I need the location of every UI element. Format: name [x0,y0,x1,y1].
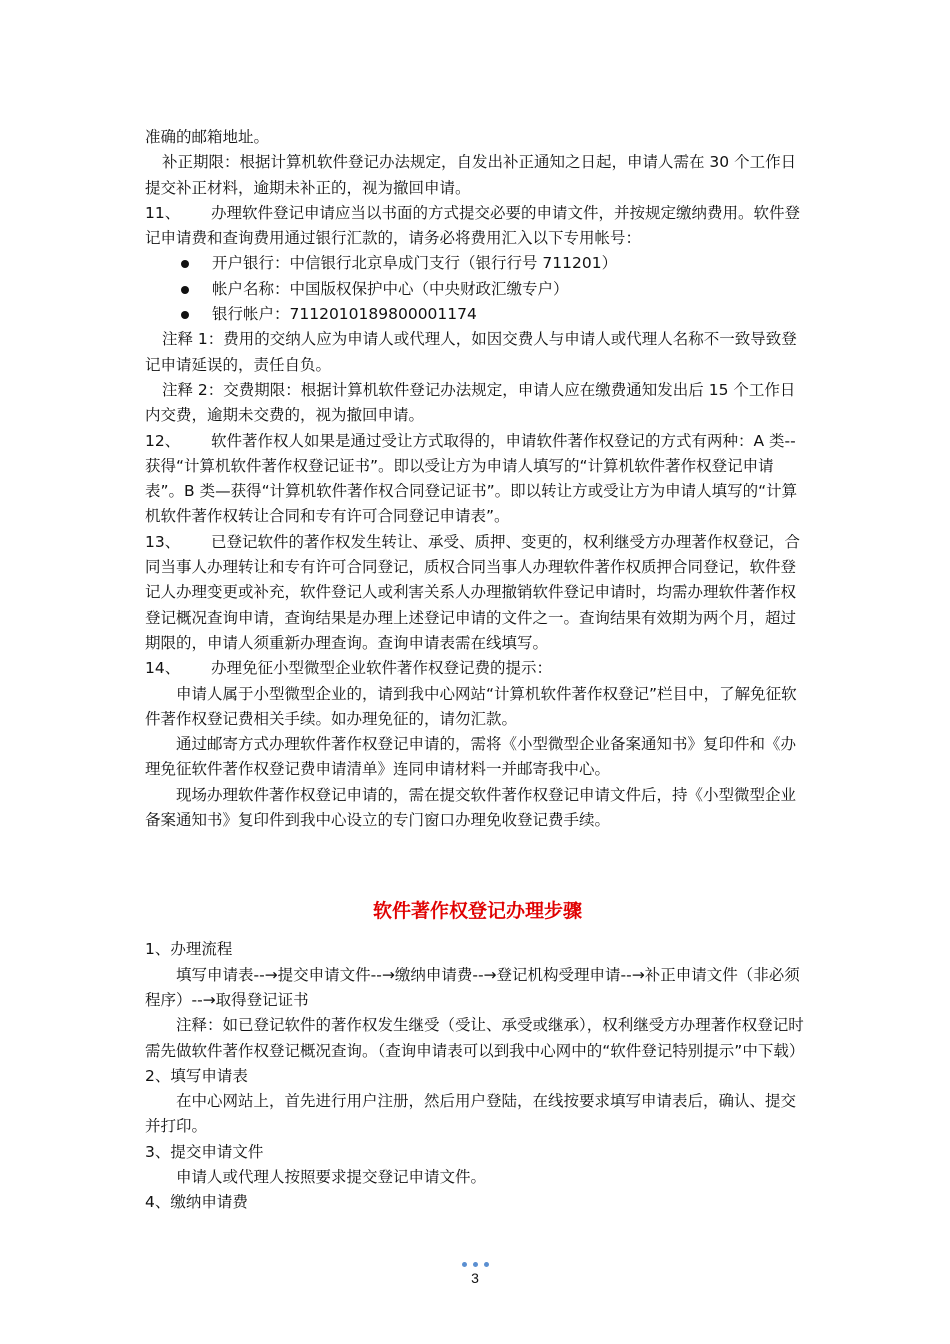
list-item-12 [145,429,810,530]
item-number: 14、 [145,659,181,678]
bullet-icon [181,286,189,294]
page-content [145,125,810,1216]
list-item [145,251,810,276]
item-text: 办理免征小型微型企业软件著作权登记费的提示： [211,659,553,678]
step-text: 申请人或代理人按照要求提交登记申请文件。 [176,1167,487,1186]
step-heading: 3、提交申请文件 [145,1142,264,1161]
step-note: 注释：如已登记软件的著作权发生继受（受让、承受或继承），权利继受方办理著作权登记时需先做软件著作权登记概况查询。（查询申请表可以到我中心网中的“软件登记特别提示”中下载） [145,1016,805,1060]
paragraph: 准确的邮箱地址。 [145,128,270,146]
note-2: 注释 2：交费期限：根据计算机软件登记办法规定，申请人应在缴费通知发出后 15 个工作日内交费，逾期未交费的，视为撤回申请。 [145,380,796,425]
paragraph-correction-period: 补正期限：根据计算机软件登记办法规定，自发出补正通知之日起，申请人需在 30 个工作日提交补正材料，逾期未补正的，视为撤回申请。 [145,153,797,197]
list-item [145,302,810,327]
paragraph: 申请人属于小型微型企业的，请到我中心网站“计算机软件著作权登记”栏目中，了解免征软件著作权登记费相关手续。如办理免征的，请勿汇款。 [145,684,797,728]
item-number: 13、 [145,532,181,551]
item-number: 12、 [145,431,181,450]
bank-account-list [145,251,810,327]
bullet-icon [181,260,189,268]
account-name: 帐户名称：中国版权保护中心（中央财政汇缴专户） [212,279,569,298]
paragraph: 通过邮寄方式办理软件著作权登记申请的，需将《小型微型企业备案通知书》复印件和《办理免征软件著作权登记费申请清单》连同申请材料一并邮寄我中心。 [145,735,797,779]
step-heading: 2、填写申请表 [145,1066,248,1085]
item-number: 11、 [145,203,181,222]
item-text: 办理软件登记申请应当以书面的方式提交必要的申请文件，并按规定缴纳费用。软件登记申请费和查询费用通过银行汇款的，请务必将费用汇入以下专用帐号： [145,203,801,248]
list-item [145,277,810,302]
step-heading: 4、缴纳申请费 [145,1193,248,1212]
section-title: 软件著作权登记办理步骤 [372,900,582,923]
process-flow: 填写申请表--→提交申请文件--→缴纳申请费--→登记机构受理申请--→补正申请文件（非必须程序）--→取得登记证书 [145,965,800,1009]
note-1: 注释 1：费用的交纳人应为申请人或代理人，如因交费人与申请人或代理人名称不一致导致登记申请延误的，责任自负。 [145,330,797,374]
list-item-13 [145,530,810,656]
step-heading: 1、办理流程 [145,940,233,959]
page-number: 3 [471,1270,479,1286]
page-dots-icon [0,1260,950,1268]
list-item-11 [145,201,810,252]
list-item-14 [145,656,810,681]
item-text: 软件著作权人如果是通过受让方式取得的，申请软件著作权登记的方式有两种：A 类--获得“计算机软件著作权登记证书”。即以受让方为申请人填写的“计算机软件著作权登记申请表”。B 类—获得“计算机软件著作权合同登记证书”。即以转让方或受让方为申请人填写的“计算机软件著作权转让合同和专有许可合同登记申请表”。 [145,431,798,526]
spacer [145,833,810,896]
account-number: 银行帐户：7112010189800001174 [212,305,477,324]
page-footer [0,1260,950,1286]
paragraph: 现场办理软件著作权登记申请的，需在提交软件著作权登记申请文件后，持《小型微型企业备案通知书》复印件到我中心设立的专门窗口办理免收登记费手续。 [145,785,797,830]
item-text: 已登记软件的著作权发生转让、承受、质押、变更的，权利继受方办理著作权登记，合同当事人办理转让和专有许可合同登记，质权合同当事人办理软件著作权质押合同登记，软件登记人办理变更或补充，软件登记人或利害关系人办理撤销软件登记申请时，均需办理软件著作权登记概况查询申请，查询结果是办理上述登记申请的文件之一。查询结果有效期为两个月，超过期限的，申请人须重新办理查询。查询申请表需在线填写。 [145,532,801,652]
bank-name: 开户银行：中信银行北京阜成门支行（银行行号 711201） [212,254,618,273]
step-text: 在中心网站上，首先进行用户注册，然后用户登陆，在线按要求填写申请表后，确认、提交并打印。 [145,1092,797,1136]
bullet-icon [181,311,189,319]
